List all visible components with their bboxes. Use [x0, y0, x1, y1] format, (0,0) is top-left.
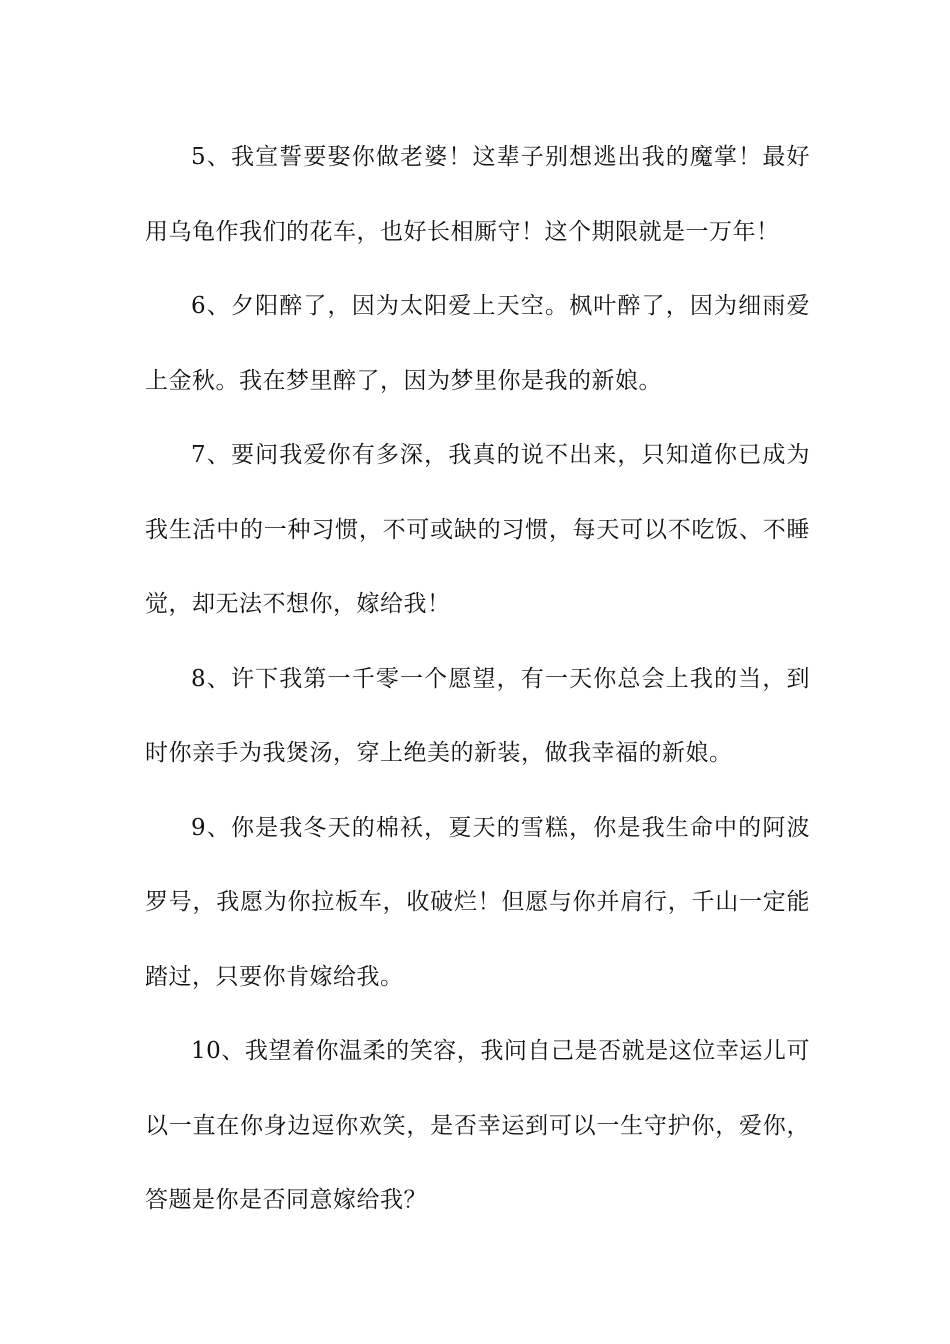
paragraph-9: 9、你是我冬天的棉袄，夏天的雪糕，你是我生命中的阿波罗号，我愿为你拉板车，收破烂！但愿与你并肩行，千山一定能踏过，只要你肯嫁给我。: [145, 814, 810, 990]
paragraph-6: 6、夕阳醉了，因为太阳爱上天空。枫叶醉了，因为细雨爱上金秋。我在梦里醉了，因为梦里你是我的新娘。: [145, 293, 810, 394]
paragraph-7: 7、要问我爱你有多深，我真的说不出来，只知道你已成为我生活中的一种习惯，不可或缺的习惯，每天可以不吃饭、不睡觉，却无法不想你，嫁给我！: [145, 442, 810, 617]
document-body: [145, 120, 810, 1238]
paragraph-8: 8、许下我第一千零一个愿望，有一天你总会上我的当，到时你亲手为我煲汤，穿上绝美的新装，做我幸福的新娘。: [145, 665, 810, 766]
paragraph-10: 10、我望着你温柔的笑容，我问自己是否就是这位幸运儿可以一直在你身边逗你欢笑，是否幸运到可以一生守护你，爱你，答题是你是否同意嫁给我？: [145, 1038, 810, 1213]
paragraph-5: 5、我宣誓要娶你做老婆！这辈子别想逃出我的魔掌！最好用乌龟作我们的花车，也好长相厮守！这个期限就是一万年！: [145, 144, 810, 245]
